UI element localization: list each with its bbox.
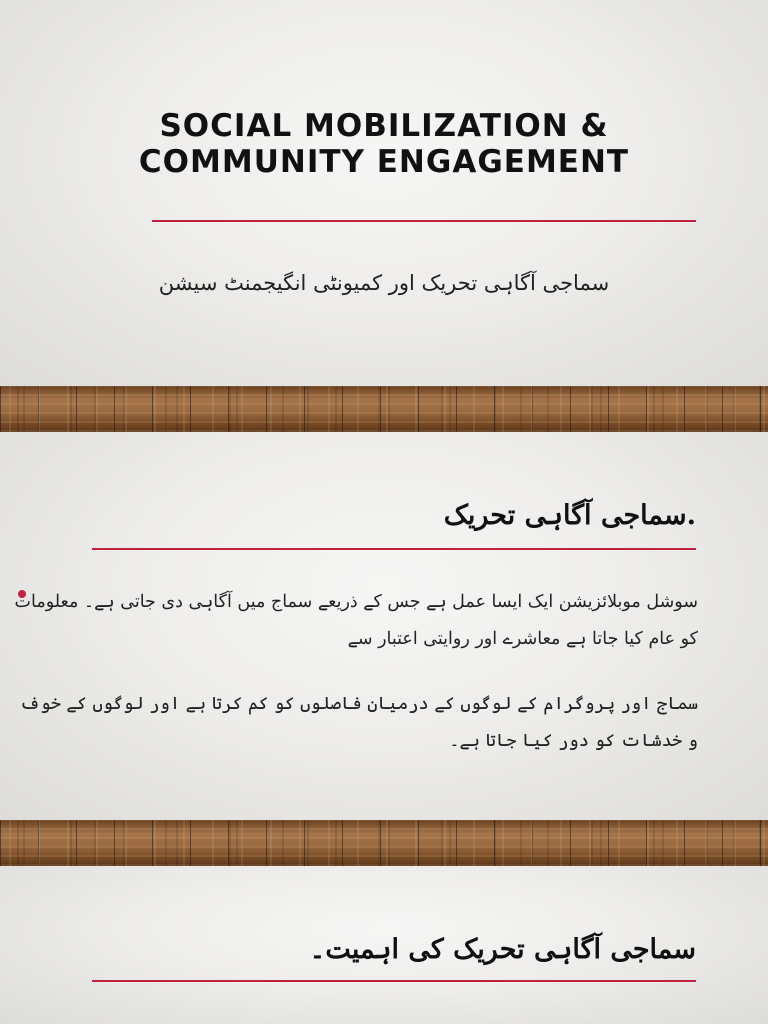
slide-subtitle: سماجی آگاہی تحریک اور کمیونٹی انگیجمنٹ سیشن (158, 271, 610, 295)
body-paragraph: سوشل موبلائزیشن ایک ایسا عمل ہے جس کے ذریعے سماج میں آگاہی دی جاتی ہے۔ معلومات کو عام کیا جاتا ہے معاشرے اور روایتی اعتبار سے (14, 592, 698, 649)
content-slide (0, 866, 768, 1024)
slide-title: SOCIAL MOBILIZATION & COMMUNITY ENGAGEMENT (138, 108, 630, 180)
content-slide (0, 432, 768, 820)
title-divider (152, 220, 696, 222)
wood-floor-divider (0, 386, 768, 432)
slide-heading: .سماجی آگاہی تحریک (443, 500, 696, 531)
wood-floor-divider (0, 820, 768, 866)
heading-divider (92, 548, 696, 550)
slide-heading: سماجی آگاہی تحریک کی اہمیت۔ (309, 934, 696, 965)
body-paragraph: سماج اور پروگرام کے لوگوں کے درمیان فاصلوں کو کم کرتا ہے اور لوگوں کے خوف و خدشات کو دور کیا جاتا ہے۔ (19, 694, 698, 751)
title-slide (0, 0, 768, 386)
heading-divider (92, 980, 696, 982)
